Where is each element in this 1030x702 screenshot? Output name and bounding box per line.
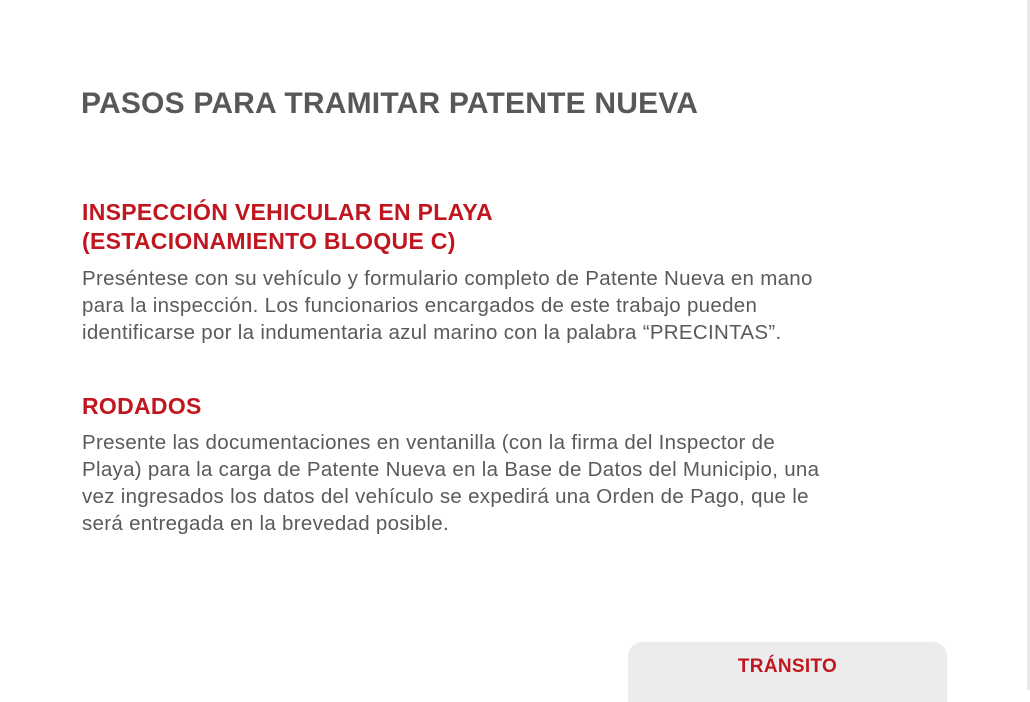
section-heading-line: (ESTACIONAMIENTO BLOQUE C) — [82, 228, 456, 254]
transito-tab[interactable] — [628, 642, 947, 702]
body-line: será entregada en la brevedad posible. — [82, 512, 449, 535]
section-heading-line: RODADOS — [82, 393, 202, 419]
section-heading-inspeccion — [82, 198, 493, 256]
body-line: Preséntese con su vehículo y formulario completo de Patente Nueva en mano — [82, 267, 813, 290]
body-line: vez ingresados los datos del vehículo se expedirá una Orden de Pago, que le — [82, 485, 809, 508]
body-line: identificarse por la indumentaria azul marino con la palabra “PRECINTAS”. — [82, 321, 782, 344]
body-line: Playa) para la carga de Patente Nueva en la Base de Datos del Municipio, una — [82, 458, 820, 481]
section-body-inspeccion — [82, 265, 982, 346]
body-line: para la inspección. Los funcionarios encargados de este trabajo pueden — [82, 294, 758, 317]
page-title: PASOS PARA TRAMITAR PATENTE NUEVA — [81, 87, 699, 120]
transito-tab-label: TRÁNSITO — [737, 656, 838, 677]
section-heading-rodados — [82, 392, 202, 421]
section-heading-line: INSPECCIÓN VEHICULAR EN PLAYA — [82, 199, 493, 225]
section-body-rodados — [82, 429, 982, 537]
body-line: Presente las documentaciones en ventanilla (con la firma del Inspector de — [82, 431, 776, 454]
